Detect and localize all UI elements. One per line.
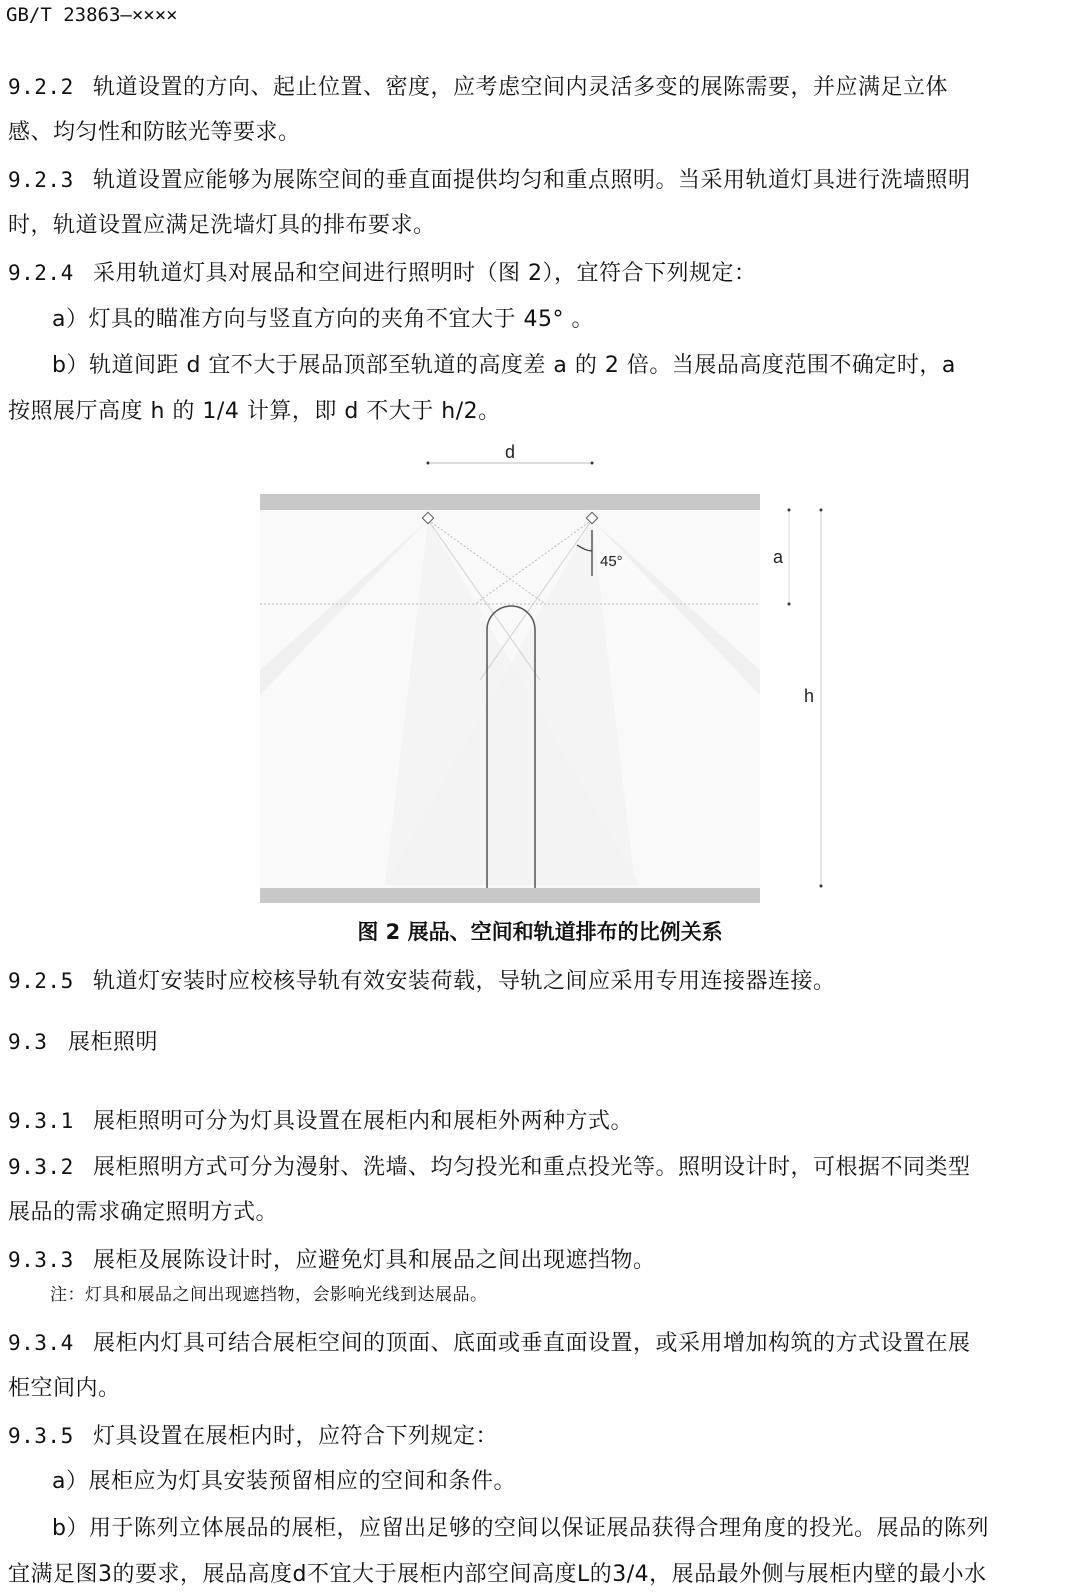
floor [260, 888, 760, 903]
clause-number: 9.2.3 [8, 168, 74, 192]
dimension-h-tick [820, 509, 823, 512]
para-9-2-3-line2: 时，轨道设置应满足洗墙灯具的排布要求。 [8, 213, 436, 238]
label-a: a [772, 547, 784, 567]
para-text: 展柜照明方式可分为漫射、洗墙、均匀投光和重点投光等。照明设计时，可根据不同类型 [93, 1155, 971, 1180]
para-text: 采用轨道灯具对展品和空间进行照明时（图 2），宜符合下列规定： [93, 261, 757, 286]
para-9-2-2-line2: 感、均匀性和防眩光等要求。 [8, 120, 301, 145]
para-9-3-5-item-b-line2: 宜满足图3的要求，展品高度d不宜大于展柜内部空间高度L的3/4，展品最外侧与展柜内壁的最小水 [8, 1562, 987, 1587]
angle-label: 45° [600, 553, 623, 570]
para-9-3-3-line1 [8, 1245, 1060, 1276]
room-background [260, 510, 760, 888]
dimension-h-tick [820, 885, 823, 888]
clause-number: 9.3.1 [8, 1109, 74, 1133]
para-9-3-5-item-a: a）展柜应为灯具安装预留相应的空间和条件。 [52, 1469, 516, 1494]
para-9-3-4-line1 [8, 1328, 1060, 1359]
clause-number: 9.3.4 [8, 1331, 74, 1355]
para-text: 展柜及展陈设计时，应避免灯具和展品之间出现遮挡物。 [93, 1248, 656, 1273]
para-text: 轨道设置应能够为展陈空间的垂直面提供均匀和重点照明。当采用轨道灯具进行洗墙照明 [93, 168, 971, 193]
para-9-3-5-item-b-line1: b）用于陈列立体展品的展柜，应留出足够的空间以保证展品获得合理角度的投光。展品的陈列 [52, 1516, 989, 1541]
dimension-d-tick [427, 462, 430, 465]
para-text: 轨道设置的方向、起止位置、密度，应考虑空间内灵活多变的展陈需要，并应满足立体 [93, 75, 949, 100]
para-text: 轨道灯安装时应校核导轨有效安装荷载，导轨之间应采用专用连接器连接。 [93, 969, 836, 994]
dimension-a-tick [788, 509, 791, 512]
para-9-3-2-line2: 展品的需求确定照明方式。 [8, 1200, 279, 1225]
para-text: 展柜照明可分为灯具设置在展柜内和展柜外两种方式。 [93, 1109, 634, 1134]
clause-number: 9.3.3 [8, 1248, 74, 1272]
section-9-3-heading [8, 1027, 1060, 1058]
ceiling [260, 494, 760, 510]
document-header: GB/T 23863—×××× [6, 4, 178, 26]
para-text: 灯具设置在展柜内时，应符合下列规定： [93, 1424, 499, 1449]
para-9-3-5-line1 [8, 1421, 1060, 1452]
para-9-3-2-line1 [8, 1152, 1060, 1183]
para-9-2-4-item-b-line2: 按照展厅高度 h 的 1/4 计算，即 d 不大于 h/2。 [8, 399, 501, 424]
clause-number: 9.2.4 [8, 261, 74, 285]
para-9-3-1-line1 [8, 1106, 1060, 1137]
para-9-2-5-line1 [8, 966, 1060, 997]
label-d: d [504, 442, 516, 462]
para-9-2-4-item-b-line1: b）轨道间距 d 宜不大于展品顶部至轨道的高度差 a 的 2 倍。当展品高度范围不确定时，a [52, 353, 956, 378]
para-9-3-4-line2: 柜空间内。 [8, 1376, 121, 1401]
figure-2-caption: 图 2 展品、空间和轨道排布的比例关系 [357, 920, 723, 944]
clause-number: 9.2.5 [8, 969, 74, 993]
para-text: 展柜内灯具可结合展柜空间的顶面、底面或垂直面设置，或采用增加构筑的方式设置在展 [93, 1331, 971, 1356]
para-9-2-4-item-a: a）灯具的瞄准方向与竖直方向的夹角不宜大于 45° 。 [52, 307, 594, 332]
dimension-a-tick [788, 603, 791, 606]
para-9-3-3-note: 注：灯具和展品之间出现遮挡物，会影响光线到达展品。 [50, 1285, 488, 1305]
dimension-d-tick [591, 462, 594, 465]
clause-number: 9.3.5 [8, 1424, 74, 1448]
clause-number: 9.2.2 [8, 75, 74, 99]
clause-number: 9.3.2 [8, 1155, 74, 1179]
label-h: h [803, 686, 815, 706]
section-title: 展柜照明 [68, 1030, 159, 1055]
section-number: 9.3 [8, 1030, 48, 1054]
